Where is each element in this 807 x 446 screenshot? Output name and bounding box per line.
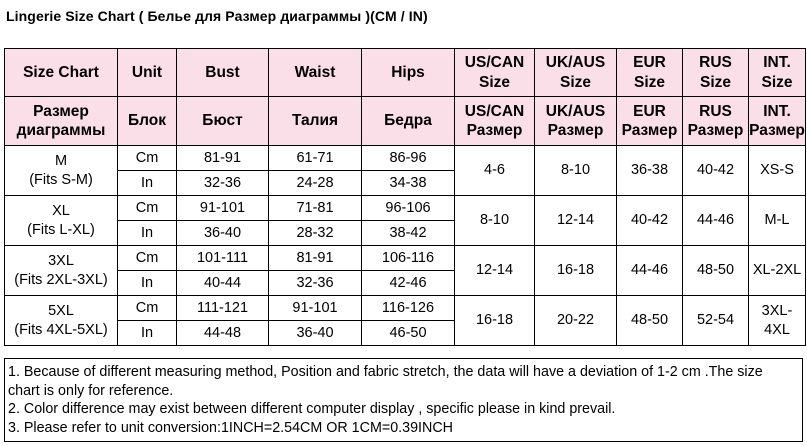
waist-in: 28-32 bbox=[269, 221, 362, 246]
note-3: 3. Please refer to unit conversion:1INCH=2.54CM OR 1CM=0.39INCH bbox=[8, 419, 453, 436]
header-rus-size: RUS Size bbox=[683, 49, 749, 97]
bust-in: 44-48 bbox=[177, 321, 269, 346]
size-label-cell bbox=[5, 196, 118, 246]
bust-cm: 101-111 bbox=[177, 246, 269, 271]
bust-cm: 81-91 bbox=[177, 146, 269, 171]
header-hips-ru: Бедра bbox=[362, 97, 455, 146]
hips-cm: 96-106 bbox=[362, 196, 455, 221]
waist-cm: 91-101 bbox=[269, 296, 362, 321]
int-size-value: 3XL-4XL bbox=[749, 296, 806, 346]
table-row bbox=[5, 196, 806, 221]
uk-aus-size-value: 12-14 bbox=[535, 196, 617, 246]
note-1: 1. Because of different measuring method, Position and fabric stretch, the data will have a deviation of 1-2 cm .The size chart is only for reference. bbox=[8, 364, 763, 399]
uk-aus-size-value: 8-10 bbox=[535, 146, 617, 196]
header-waist: Waist bbox=[269, 49, 362, 97]
header-waist-ru: Талия bbox=[269, 97, 362, 146]
header-eur-size-ru: EUR Размер bbox=[617, 97, 683, 146]
eur-size-value: 44-46 bbox=[617, 246, 683, 296]
rus-size-value: 44-46 bbox=[683, 196, 749, 246]
us-can-size-value: 16-18 bbox=[455, 296, 535, 346]
bust-in: 32-36 bbox=[177, 171, 269, 196]
unit-in: In bbox=[118, 221, 177, 246]
size-chart-table bbox=[4, 48, 806, 346]
header-uk-aus-size-ru: UK/AUS Размер bbox=[535, 97, 617, 146]
header-rus-size-ru: RUS Размер bbox=[683, 97, 749, 146]
eur-size-value: 48-50 bbox=[617, 296, 683, 346]
hips-cm: 86-96 bbox=[362, 146, 455, 171]
chart-title: Lingerie Size Chart ( Белье для Размер диаграммы )(CM / IN) bbox=[6, 8, 428, 24]
header-unit-ru: Блок bbox=[118, 97, 177, 146]
int-size-value: XS-S bbox=[749, 146, 806, 196]
uk-aus-size-value: 20-22 bbox=[535, 296, 617, 346]
header-size-chart: Size Chart bbox=[5, 49, 118, 97]
waist-cm: 61-71 bbox=[269, 146, 362, 171]
table-row bbox=[5, 146, 806, 171]
size-name: 5XL bbox=[48, 303, 74, 320]
rus-size-value: 48-50 bbox=[683, 246, 749, 296]
rus-size-value: 40-42 bbox=[683, 146, 749, 196]
size-label-cell bbox=[5, 296, 118, 346]
waist-in: 24-28 bbox=[269, 171, 362, 196]
bust-in: 36-40 bbox=[177, 221, 269, 246]
int-size-value: XL-2XL bbox=[749, 246, 806, 296]
unit-in: In bbox=[118, 321, 177, 346]
bust-in: 40-44 bbox=[177, 271, 269, 296]
size-fits: (Fits L-XL) bbox=[27, 221, 95, 238]
us-can-size-value: 12-14 bbox=[455, 246, 535, 296]
header-unit: Unit bbox=[118, 49, 177, 97]
hips-in: 38-42 bbox=[362, 221, 455, 246]
unit-cm: Cm bbox=[118, 296, 177, 321]
size-fits: (Fits 4XL-5XL) bbox=[14, 321, 108, 338]
size-name: 3XL bbox=[48, 253, 74, 270]
hips-in: 34-38 bbox=[362, 171, 455, 196]
header-us-can-size-ru: US/CAN Размер bbox=[455, 97, 535, 146]
size-name: XL bbox=[52, 203, 70, 220]
hips-in: 46-50 bbox=[362, 321, 455, 346]
header-hips: Hips bbox=[362, 49, 455, 97]
header-eur-size: EUR Size bbox=[617, 49, 683, 97]
header-int-size: INT. Size bbox=[749, 49, 806, 97]
header-us-can-size: US/CAN Size bbox=[455, 49, 535, 97]
header-row-russian bbox=[5, 97, 806, 146]
header-size-chart-ru: Размер диаграммы bbox=[5, 97, 118, 146]
eur-size-value: 40-42 bbox=[617, 196, 683, 246]
hips-cm: 106-116 bbox=[362, 246, 455, 271]
us-can-size-value: 4-6 bbox=[455, 146, 535, 196]
header-uk-aus-size: UK/AUS Size bbox=[535, 49, 617, 97]
header-bust-ru: Бюст bbox=[177, 97, 269, 146]
waist-cm: 71-81 bbox=[269, 196, 362, 221]
size-name: M bbox=[54, 153, 68, 170]
notes-box bbox=[4, 358, 803, 442]
size-label-cell bbox=[5, 246, 118, 296]
size-label-cell bbox=[5, 146, 118, 196]
header-row-english bbox=[5, 49, 806, 97]
waist-in: 36-40 bbox=[269, 321, 362, 346]
note-2: 2. Color difference may exist between different computer display , specific please in kind prevail. bbox=[8, 401, 616, 417]
size-fits: (Fits 2XL-3XL) bbox=[14, 271, 108, 288]
unit-cm: Cm bbox=[118, 196, 177, 221]
unit-cm: Cm bbox=[118, 146, 177, 171]
waist-in: 32-36 bbox=[269, 271, 362, 296]
waist-cm: 81-91 bbox=[269, 246, 362, 271]
uk-aus-size-value: 16-18 bbox=[535, 246, 617, 296]
unit-cm: Cm bbox=[118, 246, 177, 271]
int-size-value: M-L bbox=[749, 196, 806, 246]
bust-cm: 91-101 bbox=[177, 196, 269, 221]
bust-cm: 111-121 bbox=[177, 296, 269, 321]
unit-in: In bbox=[118, 271, 177, 296]
us-can-size-value: 8-10 bbox=[455, 196, 535, 246]
header-bust: Bust bbox=[177, 49, 269, 97]
table-row bbox=[5, 296, 806, 321]
hips-in: 42-46 bbox=[362, 271, 455, 296]
unit-in: In bbox=[118, 171, 177, 196]
eur-size-value: 36-38 bbox=[617, 146, 683, 196]
size-fits: (Fits S-M) bbox=[29, 171, 93, 188]
table-row bbox=[5, 246, 806, 271]
rus-size-value: 52-54 bbox=[683, 296, 749, 346]
header-int-size-ru: INT. Размер bbox=[749, 97, 806, 146]
hips-cm: 116-126 bbox=[362, 296, 455, 321]
